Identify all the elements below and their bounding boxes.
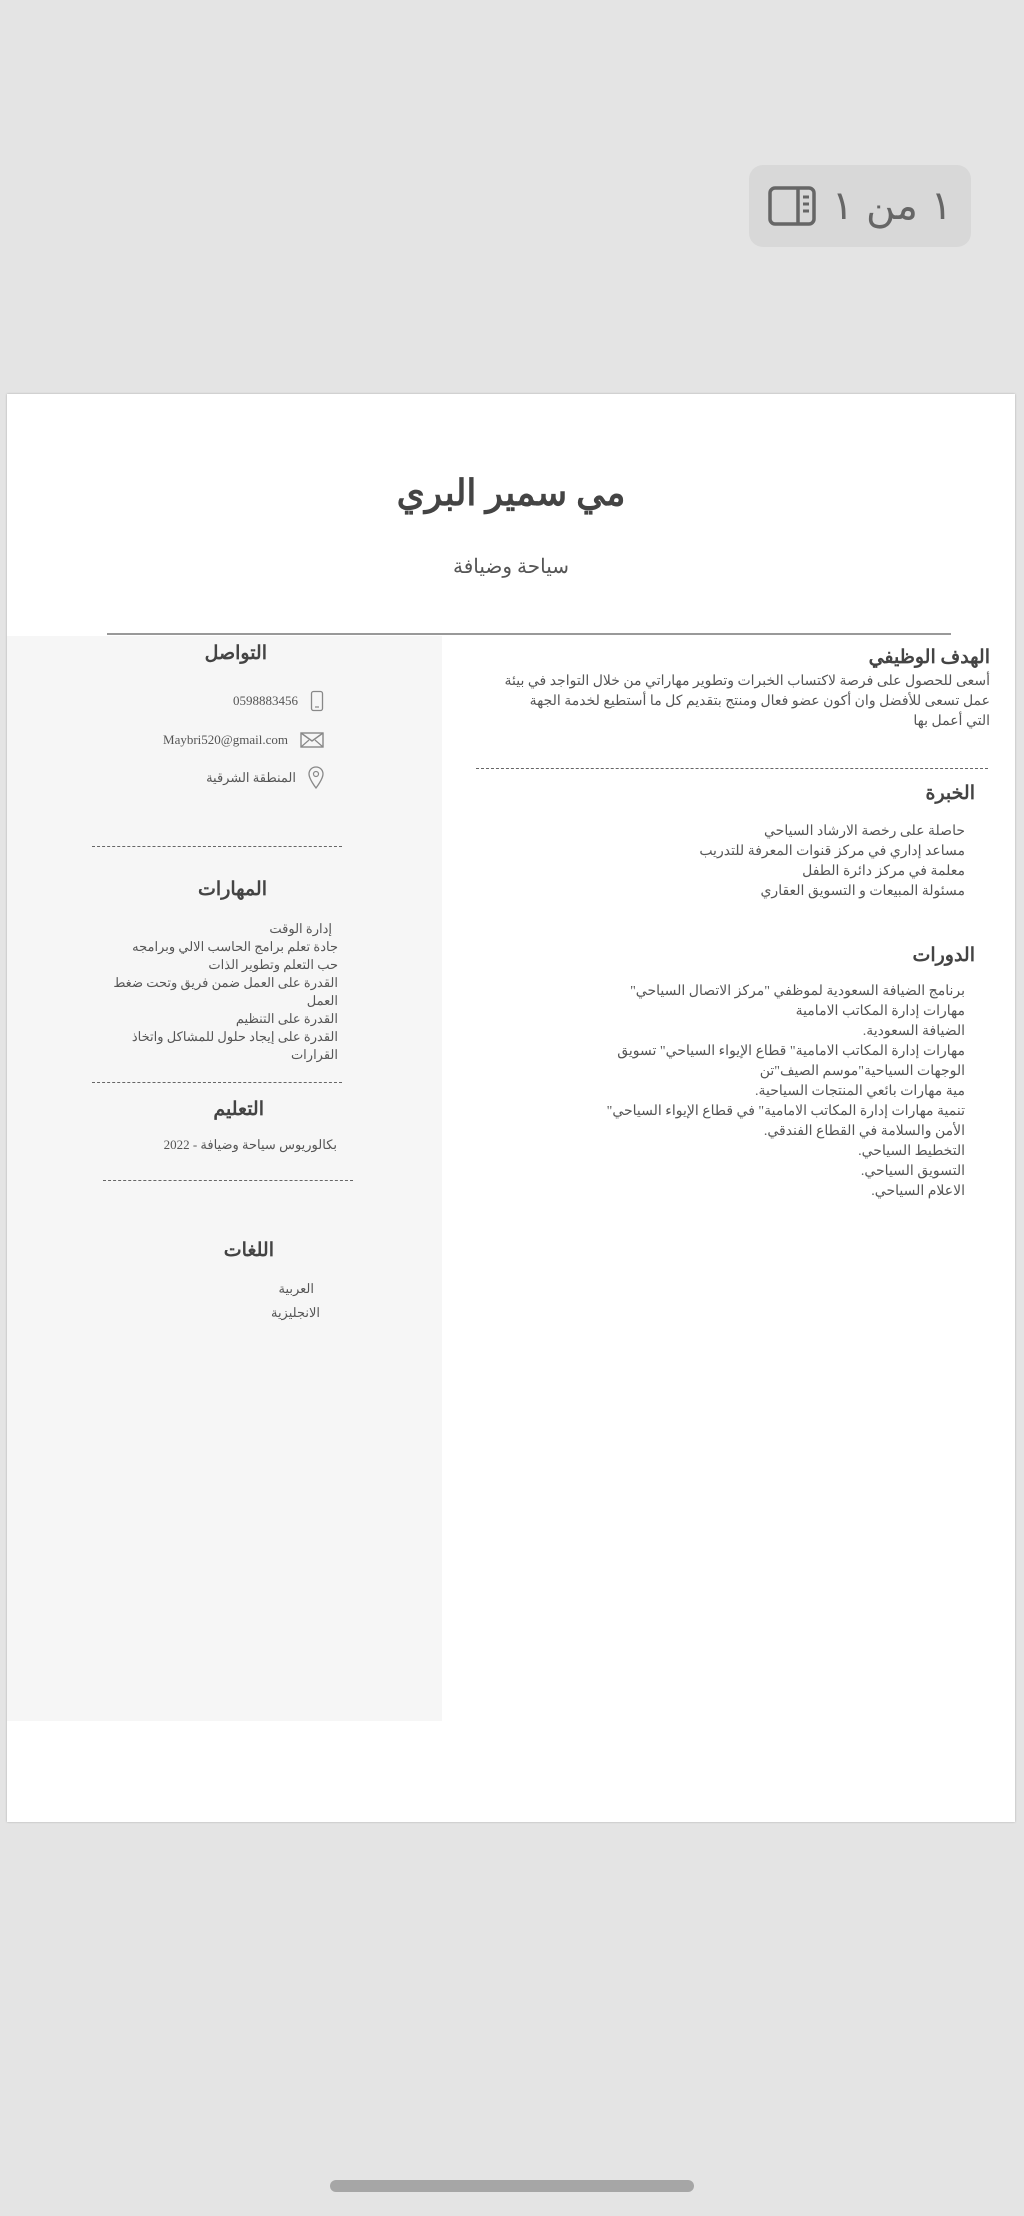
experience-heading: الخبرة xyxy=(925,783,975,804)
course-item: تنمية مهارات إدارة المكاتب الامامية" في قطاع الإيواء السياحي" xyxy=(606,1104,965,1119)
main-divider xyxy=(476,768,988,769)
experience-item: معلمة في مركز دائرة الطفل xyxy=(802,864,965,879)
course-item: مهارات إدارة المكاتب الامامية xyxy=(795,1004,965,1019)
objective-line: عمل تسعى للأفضل وان أكون عضو فعال ومنتج بتقديم كل ما أستطيع لخدمة الجهة xyxy=(529,694,990,709)
contact-phone: 0598883456 xyxy=(233,693,298,708)
experience-list xyxy=(699,822,965,902)
home-indicator[interactable] xyxy=(330,2180,694,2192)
header-divider xyxy=(107,633,951,635)
education-item: بكالوريوس سياحة وضيافة - 2022 xyxy=(163,1137,337,1152)
course-item: الأمن والسلامة في القطاع الفندقي. xyxy=(763,1124,965,1139)
objective-heading: الهدف الوظيفي xyxy=(868,647,990,668)
languages-list xyxy=(271,1277,320,1325)
course-item: مهارات إدارة المكاتب الامامية" قطاع الإيواء السياحي" تسويق xyxy=(617,1044,965,1059)
contact-phone-row xyxy=(233,690,324,712)
experience-item: مسئولة المبيعات و التسويق العقاري xyxy=(760,884,965,899)
languages-heading: اللغات xyxy=(223,1240,274,1261)
skill-item: القدرة على التنظيم xyxy=(235,1011,338,1026)
education-heading: التعليم xyxy=(213,1099,264,1120)
contact-heading: التواصل xyxy=(204,643,267,664)
experience-item: حاصلة على رخصة الارشاد السياحي xyxy=(764,824,965,839)
course-item: برنامج الضيافة السعودية لموظفي "مركز الاتصال السياحي" xyxy=(630,984,965,999)
sidebar-divider-1 xyxy=(92,846,342,847)
sidebar-divider-2 xyxy=(92,1082,342,1083)
courses-list xyxy=(607,982,965,1202)
skill-item: العمل xyxy=(306,993,338,1008)
language-item: الانجليزية xyxy=(270,1305,320,1320)
course-item: التسويق السياحي. xyxy=(860,1164,965,1179)
sidebar-toggle-icon xyxy=(768,186,816,226)
contact-email-row xyxy=(163,732,324,748)
sidebar-divider-3 xyxy=(103,1180,353,1181)
skill-item: حب التعلم وتطوير الذات xyxy=(208,957,338,972)
course-item: الضيافة السعودية. xyxy=(862,1024,965,1039)
skills-heading: المهارات xyxy=(198,879,267,900)
main-column xyxy=(442,636,1015,1721)
objective-line: أسعى للحصول على فرصة لاكتساب الخبرات وتطوير مهاراتي من خلال التواجد في بيئة xyxy=(504,674,990,689)
course-item: الوجهات السياحية"موسم الصيف"تن xyxy=(759,1064,965,1079)
objective-line: التي أعمل بها xyxy=(913,714,990,729)
courses-heading: الدورات xyxy=(912,945,975,966)
resume-name: مي سمير البري xyxy=(396,473,626,513)
course-item: مية مهارات بائعي المنتجات السياحية. xyxy=(755,1084,965,1099)
skill-item: القدرة على العمل ضمن فريق وتحت ضغط xyxy=(113,975,338,990)
objective-text xyxy=(505,672,991,732)
contact-location-row xyxy=(206,766,324,790)
language-item: العربية xyxy=(278,1281,314,1296)
location-pin-icon xyxy=(308,766,324,790)
page-indicator[interactable] xyxy=(749,165,971,247)
skills-list xyxy=(78,920,338,1064)
contact-location: المنطقة الشرقية xyxy=(206,770,296,785)
skill-item: إدارة الوقت xyxy=(269,921,332,936)
phone-icon xyxy=(310,690,324,712)
skill-item: القدرة على إيجاد حلول للمشاكل واتخاذ xyxy=(131,1029,338,1044)
document-page[interactable] xyxy=(7,394,1015,1822)
contact-email: Maybri520@gmail.com xyxy=(163,732,288,747)
page-indicator-text: ١ من ١ xyxy=(831,183,953,229)
skill-item: القرارات xyxy=(290,1047,338,1062)
experience-item: مساعد إداري في مركز قنوات المعرفة للتدريب xyxy=(699,844,965,859)
course-item: التخطيط السياحي. xyxy=(858,1144,965,1159)
resume-title: سياحة وضيافة xyxy=(452,556,570,578)
skill-item: جادة تعلم برامج الحاسب الالي وبرامجه xyxy=(132,939,338,954)
course-item: الاعلام السياحي. xyxy=(871,1184,965,1199)
sidebar xyxy=(7,636,442,1721)
mail-icon xyxy=(300,732,324,748)
